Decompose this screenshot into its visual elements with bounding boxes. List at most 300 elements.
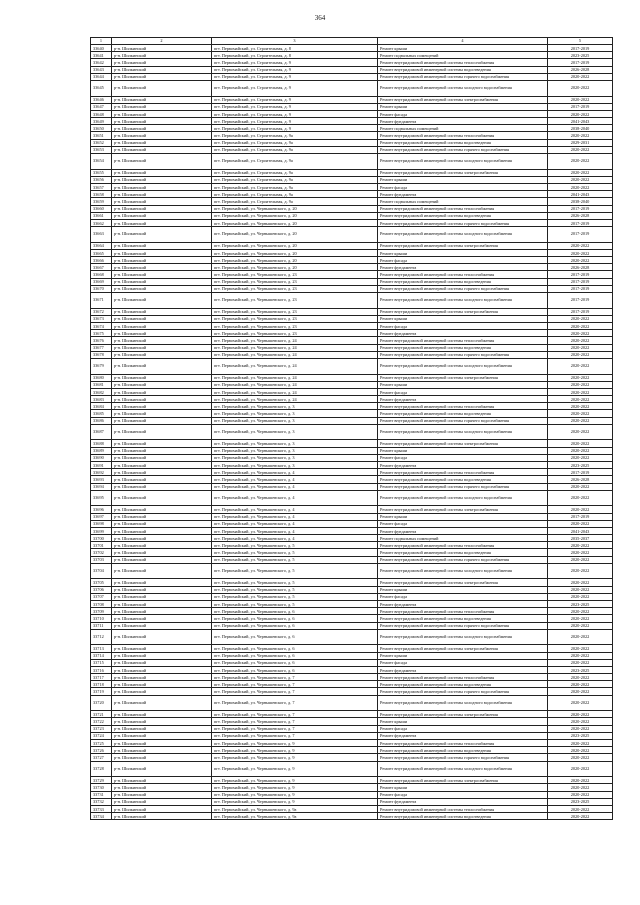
period-cell: 2020-2022 [548,257,613,264]
address-cell: пгт. Первомайский, ул. Чернышевского, д. 4 [212,520,378,527]
work-type-cell: Ремонт внутридомовой инженерной системы водоотведения [378,212,548,219]
row-id-cell: 33698 [91,520,112,527]
table-row [91,358,613,374]
table-row [91,257,613,264]
district-cell: р-н. Шилкинский [112,674,212,681]
district-cell: р-н. Шилкинский [112,424,212,440]
period-cell: 2020-2022 [548,169,613,176]
period-cell: 2023-2025 [548,732,613,739]
period-cell: 2020-2022 [548,586,613,593]
period-cell: 2023-2025 [548,601,613,608]
address-cell: пгт. Первомайский, ул. Чернышевского, д. 3 [212,462,378,469]
district-cell: р-н. Шилкинский [112,205,212,212]
work-type-cell: Ремонт фасада [378,593,548,600]
row-id-cell: 33650 [91,125,112,132]
address-cell: пгт. Первомайский, ул. Чернышевского, д. 9а [212,813,378,820]
row-id-cell: 33659 [91,198,112,205]
row-id-cell: 33724 [91,732,112,739]
address-cell: пгт. Первомайский, ул. Чернышевского, д. 9 [212,740,378,747]
table-row [91,374,613,381]
address-cell: пгт. Первомайский, ул. Чернышевского, д. 5 [212,586,378,593]
period-cell: 2020-2022 [548,396,613,403]
district-cell: р-н. Шилкинский [112,103,212,110]
row-id-cell: 33697 [91,513,112,520]
period-cell: 2020-2022 [548,813,613,820]
work-type-cell: Ремонт фундамента [378,601,548,608]
address-cell: пгт. Первомайский, ул. Строительная, д. 9а [212,139,378,146]
table-row [91,146,613,153]
row-id-cell: 33717 [91,674,112,681]
period-cell: 2020-2022 [548,615,613,622]
table-row [91,688,613,695]
work-type-cell: Ремонт фундамента [378,191,548,198]
address-cell: пгт. Первомайский, ул. Строительная, д. 9 [212,125,378,132]
table-row [91,66,613,73]
row-id-cell: 33706 [91,586,112,593]
district-cell: р-н. Шилкинский [112,388,212,395]
period-cell: 2020-2022 [548,490,613,506]
district-cell: р-н. Шилкинский [112,645,212,652]
work-type-cell: Ремонт подвальных помещений [378,52,548,59]
table-row [91,563,613,579]
work-type-cell: Ремонт фундамента [378,666,548,673]
work-type-cell: Ремонт внутридомовой инженерной системы водоотведения [378,549,548,556]
work-type-cell: Ремонт внутридомовой инженерной системы водоотведения [378,747,548,754]
district-cell: р-н. Шилкинский [112,358,212,374]
period-cell: 2017-2019 [548,513,613,520]
district-cell: р-н. Шилкинский [112,506,212,513]
work-type-cell: Ремонт внутридомовой инженерной системы горячего водоснабжения [378,219,548,226]
district-cell: р-н. Шилкинский [112,118,212,125]
work-type-cell: Ремонт крыши [378,45,548,52]
address-cell: пгт. Первомайский, ул. Чернышевского, д. 6 [212,645,378,652]
table-row [91,315,613,322]
address-cell: пгт. Первомайский, ул. Строительная, д. 9а [212,154,378,170]
district-cell: р-н. Шилкинский [112,110,212,117]
row-id-cell: 33686 [91,417,112,424]
address-cell: пгт. Первомайский, ул. Чернышевского, д. 9 [212,791,378,798]
district-cell: р-н. Шилкинский [112,666,212,673]
table-row [91,440,613,447]
address-cell: пгт. Первомайский, ул. Чернышевского, д. 5 [212,542,378,549]
address-cell: пгт. Первомайский, ул. Чернышевского, д. 24 [212,344,378,351]
table-row [91,593,613,600]
district-cell: р-н. Шилкинский [112,520,212,527]
work-type-cell: Ремонт фундамента [378,527,548,534]
period-cell: 2017-2019 [548,271,613,278]
address-cell: пгт. Первомайский, ул. Чернышевского, д. 4 [212,490,378,506]
address-cell: пгт. Первомайский, ул. Чернышевского, д. 23 [212,271,378,278]
address-cell: пгт. Первомайский, ул. Чернышевского, д. 24 [212,396,378,403]
work-type-cell: Ремонт внутридомовой инженерной системы горячего водоснабжения [378,483,548,490]
address-cell: пгт. Первомайский, ул. Строительная, д. 9а [212,146,378,153]
period-cell: 2017-2019 [548,469,613,476]
row-id-cell: 33708 [91,601,112,608]
work-type-cell: Ремонт крыши [378,176,548,183]
period-cell: 2020-2022 [548,176,613,183]
row-id-cell: 33648 [91,110,112,117]
row-id-cell: 33675 [91,330,112,337]
district-cell: р-н. Шилкинский [112,315,212,322]
table-row [91,264,613,271]
address-cell: пгт. Первомайский, ул. Чернышевского, д. 4 [212,527,378,534]
work-type-cell: Ремонт внутридомовой инженерной системы теплоснабжения [378,542,548,549]
address-cell: пгт. Первомайский, ул. Чернышевского, д. 7 [212,711,378,718]
district-cell: р-н. Шилкинский [112,725,212,732]
work-type-cell: Ремонт крыши [378,718,548,725]
work-type-cell: Ремонт фундамента [378,462,548,469]
row-id-cell: 33725 [91,740,112,747]
row-id-cell: 33711 [91,622,112,629]
district-cell: р-н. Шилкинский [112,440,212,447]
table-row [91,674,613,681]
table-row [91,483,613,490]
table-row [91,219,613,226]
address-cell: пгт. Первомайский, ул. Чернышевского, д. 7 [212,718,378,725]
work-type-cell: Ремонт внутридомовой инженерной системы электроснабжения [378,777,548,784]
work-type-cell: Ремонт внутридомовой инженерной системы электроснабжения [378,440,548,447]
work-type-cell: Ремонт крыши [378,381,548,388]
row-id-cell: 33645 [91,80,112,96]
work-type-cell: Ремонт внутридомовой инженерной системы теплоснабжения [378,469,548,476]
table-row [91,308,613,315]
table-row [91,629,613,645]
district-cell: р-н. Шилкинский [112,191,212,198]
period-cell: 2020-2022 [548,645,613,652]
row-id-cell: 33695 [91,490,112,506]
table-row [91,198,613,205]
district-cell: р-н. Шилкинский [112,80,212,96]
address-cell: пгт. Первомайский, ул. Чернышевского, д. 23 [212,285,378,292]
row-id-cell: 33732 [91,798,112,805]
row-id-cell: 33661 [91,212,112,219]
table-row [91,154,613,170]
period-cell: 2020-2022 [548,440,613,447]
row-id-cell: 33707 [91,593,112,600]
table-row [91,732,613,739]
address-cell: пгт. Первомайский, ул. Чернышевского, д. 6 [212,659,378,666]
district-cell: р-н. Шилкинский [112,45,212,52]
address-cell: пгт. Первомайский, ул. Чернышевского, д. 20 [212,205,378,212]
address-cell: пгт. Первомайский, ул. Чернышевского, д. 4 [212,483,378,490]
district-cell: р-н. Шилкинский [112,754,212,761]
district-cell: р-н. Шилкинский [112,308,212,315]
row-id-cell: 33652 [91,139,112,146]
row-id-cell: 33690 [91,454,112,461]
work-type-cell: Ремонт внутридомовой инженерной системы горячего водоснабжения [378,73,548,80]
work-type-cell: Ремонт фасада [378,791,548,798]
district-cell: р-н. Шилкинский [112,513,212,520]
table-row [91,784,613,791]
district-cell: р-н. Шилкинский [112,73,212,80]
period-cell: 2020-2022 [548,506,613,513]
work-type-cell: Ремонт внутридомовой инженерной системы холодного водоснабжения [378,424,548,440]
work-type-cell: Ремонт фасада [378,110,548,117]
table-row [91,351,613,358]
district-cell: р-н. Шилкинский [112,593,212,600]
period-cell: 2020-2022 [548,579,613,586]
work-type-cell: Ремонт внутридомовой инженерной системы электроснабжения [378,374,548,381]
address-cell: пгт. Первомайский, ул. Строительная, д. 9 [212,103,378,110]
address-cell: пгт. Первомайский, ул. Чернышевского, д. 24 [212,374,378,381]
work-type-cell: Ремонт внутридомовой инженерной системы теплоснабжения [378,740,548,747]
period-cell: 2020-2022 [548,740,613,747]
row-id-cell: 33649 [91,118,112,125]
table-row [91,388,613,395]
row-id-cell: 33642 [91,59,112,66]
district-cell: р-н. Шилкинский [112,271,212,278]
period-cell: 2020-2022 [548,777,613,784]
table-row [91,490,613,506]
table-row [91,777,613,784]
address-cell: пгт. Первомайский, ул. Чернышевского, д. 7 [212,725,378,732]
table-row [91,542,613,549]
period-cell: 2020-2022 [548,483,613,490]
district-cell: р-н. Шилкинский [112,66,212,73]
table-row [91,403,613,410]
row-id-cell: 33663 [91,227,112,243]
period-cell: 2026-2028 [548,66,613,73]
district-cell: р-н. Шилкинский [112,139,212,146]
work-type-cell: Ремонт фундамента [378,264,548,271]
address-cell: пгт. Первомайский, ул. Строительная, д. 9 [212,80,378,96]
address-cell: пгт. Первомайский, ул. Чернышевского, д. 20 [212,227,378,243]
district-cell: р-н. Шилкинский [112,257,212,264]
address-cell: пгт. Первомайский, ул. Чернышевского, д. 24 [212,358,378,374]
work-type-cell: Ремонт внутридомовой инженерной системы водоотведения [378,278,548,285]
address-cell: пгт. Первомайский, ул. Чернышевского, д. 23 [212,308,378,315]
address-cell: пгт. Первомайский, ул. Строительная, д. 9 [212,118,378,125]
address-cell: пгт. Первомайский, ул. Строительная, д. 9 [212,66,378,73]
address-cell: пгт. Первомайский, ул. Чернышевского, д. 6 [212,615,378,622]
table-row [91,73,613,80]
address-cell: пгт. Первомайский, ул. Чернышевского, д. 9 [212,747,378,754]
district-cell: р-н. Шилкинский [112,601,212,608]
district-cell: р-н. Шилкинский [112,659,212,666]
table-row [91,417,613,424]
work-type-cell: Ремонт внутридомовой инженерной системы теплоснабжения [378,271,548,278]
row-id-cell: 33682 [91,388,112,395]
column-header-3: 3 [212,38,378,45]
table-row [91,454,613,461]
work-type-cell: Ремонт фасада [378,388,548,395]
work-type-cell: Ремонт внутридомовой инженерной системы холодного водоснабжения [378,154,548,170]
address-cell: пгт. Первомайский, ул. Строительная, д. 9 [212,59,378,66]
period-cell: 2020-2022 [548,805,613,812]
address-cell: пгт. Первомайский, ул. Чернышевского, д. 9 [212,777,378,784]
work-type-cell: Ремонт внутридомовой инженерной системы теплоснабжения [378,805,548,812]
work-type-cell: Ремонт внутридомовой инженерной системы горячего водоснабжения [378,351,548,358]
table-row [91,462,613,469]
table-row [91,506,613,513]
address-cell: пгт. Первомайский, ул. Чернышевского, д. 3 [212,403,378,410]
table-row [91,535,613,542]
district-cell: р-н. Шилкинский [112,527,212,534]
district-cell: р-н. Шилкинский [112,219,212,226]
address-cell: пгт. Первомайский, ул. Чернышевского, д. 20 [212,212,378,219]
period-cell: 2026-2028 [548,476,613,483]
table-row [91,191,613,198]
address-cell: пгт. Первомайский, ул. Чернышевского, д. 4 [212,513,378,520]
table-row [91,791,613,798]
address-cell: пгт. Первомайский, ул. Чернышевского, д. 3 [212,410,378,417]
address-cell: пгт. Первомайский, ул. Чернышевского, д. 20 [212,249,378,256]
column-header-2: 2 [112,38,212,45]
period-cell: 2020-2022 [548,622,613,629]
address-cell: пгт. Первомайский, ул. Чернышевского, д. 4 [212,506,378,513]
work-type-cell: Ремонт внутридомовой инженерной системы холодного водоснабжения [378,293,548,309]
row-id-cell: 33720 [91,695,112,711]
table-row [91,242,613,249]
address-cell: пгт. Первомайский, ул. Чернышевского, д. 5 [212,549,378,556]
address-cell: пгт. Первомайский, ул. Чернышевского, д. 6 [212,666,378,673]
district-cell: р-н. Шилкинский [112,410,212,417]
work-type-cell: Ремонт внутридомовой инженерной системы горячего водоснабжения [378,754,548,761]
period-cell: 2020-2022 [548,351,613,358]
row-id-cell: 33679 [91,358,112,374]
row-id-cell: 33676 [91,337,112,344]
address-cell: пгт. Первомайский, ул. Строительная, д. 9а [212,169,378,176]
address-cell: пгт. Первомайский, ул. Чернышевского, д. 23 [212,315,378,322]
period-cell: 2023-2025 [548,52,613,59]
address-cell: пгт. Первомайский, ул. Строительная, д. 9а [212,191,378,198]
district-cell: р-н. Шилкинский [112,59,212,66]
address-cell: пгт. Первомайский, ул. Чернышевского, д. 9 [212,754,378,761]
address-cell: пгт. Первомайский, ул. Чернышевского, д. 7 [212,695,378,711]
period-cell: 2020-2022 [548,80,613,96]
table-row [91,59,613,66]
row-id-cell: 33710 [91,615,112,622]
period-cell: 2020-2022 [548,96,613,103]
table-row [91,344,613,351]
table-row [91,323,613,330]
table-row [91,579,613,586]
row-id-cell: 33651 [91,132,112,139]
work-type-cell: Ремонт внутридомовой инженерной системы горячего водоснабжения [378,417,548,424]
address-cell: пгт. Первомайский, ул. Строительная, д. 8 [212,45,378,52]
district-cell: р-н. Шилкинский [112,212,212,219]
table-row [91,410,613,417]
address-cell: пгт. Первомайский, ул. Чернышевского, д. 20 [212,219,378,226]
work-type-cell: Ремонт крыши [378,103,548,110]
address-cell: пгт. Первомайский, ул. Строительная, д. 8 [212,52,378,59]
district-cell: р-н. Шилкинский [112,718,212,725]
district-cell: р-н. Шилкинский [112,813,212,820]
period-cell: 2020-2022 [548,761,613,777]
period-cell: 2020-2022 [548,249,613,256]
row-id-cell: 33647 [91,103,112,110]
district-cell: р-н. Шилкинский [112,264,212,271]
row-id-cell: 33643 [91,66,112,73]
table-row [91,80,613,96]
district-cell: р-н. Шилкинский [112,96,212,103]
period-cell: 2020-2022 [548,132,613,139]
district-cell: р-н. Шилкинский [112,278,212,285]
table-row [91,176,613,183]
period-cell: 2038-2040 [548,125,613,132]
work-type-cell: Ремонт внутридомовой инженерной системы горячего водоснабжения [378,688,548,695]
table-row [91,645,613,652]
address-cell: пгт. Первомайский, ул. Чернышевского, д. 5 [212,556,378,563]
row-id-cell: 33666 [91,257,112,264]
work-type-cell: Ремонт внутридомовой инженерной системы электроснабжения [378,169,548,176]
row-id-cell: 33681 [91,381,112,388]
row-id-cell: 33677 [91,344,112,351]
work-type-cell: Ремонт внутридомовой инженерной системы холодного водоснабжения [378,80,548,96]
district-cell: р-н. Шилкинский [112,681,212,688]
work-type-cell: Ремонт фасада [378,257,548,264]
period-cell: 2020-2022 [548,381,613,388]
row-id-cell: 33673 [91,315,112,322]
row-id-cell: 33702 [91,549,112,556]
district-cell: р-н. Шилкинский [112,344,212,351]
work-type-cell: Ремонт подвальных помещений [378,198,548,205]
district-cell: р-н. Шилкинский [112,169,212,176]
district-cell: р-н. Шилкинский [112,579,212,586]
work-type-cell: Ремонт фасада [378,659,548,666]
period-cell: 2029-2031 [548,139,613,146]
period-cell: 2020-2022 [548,549,613,556]
work-type-cell: Ремонт внутридомовой инженерной системы холодного водоснабжения [378,695,548,711]
work-type-cell: Ремонт внутридомовой инженерной системы электроснабжения [378,711,548,718]
district-cell: р-н. Шилкинский [112,688,212,695]
row-id-cell: 33712 [91,629,112,645]
district-cell: р-н. Шилкинский [112,563,212,579]
period-cell: 2020-2022 [548,711,613,718]
row-id-cell: 33721 [91,711,112,718]
district-cell: р-н. Шилкинский [112,462,212,469]
address-cell: пгт. Первомайский, ул. Чернышевского, д. 5 [212,601,378,608]
address-cell: пгт. Первомайский, ул. Чернышевского, д. 6 [212,622,378,629]
work-type-cell: Ремонт фасада [378,520,548,527]
period-cell: 2038-2040 [548,198,613,205]
table-row [91,520,613,527]
table-row [91,725,613,732]
address-cell: пгт. Первомайский, ул. Чернышевского, д. 23 [212,323,378,330]
district-cell: р-н. Шилкинский [112,52,212,59]
period-cell: 2020-2022 [548,242,613,249]
row-id-cell: 33731 [91,791,112,798]
district-cell: р-н. Шилкинский [112,396,212,403]
row-id-cell: 33729 [91,777,112,784]
address-cell: пгт. Первомайский, ул. Чернышевского, д. 23 [212,330,378,337]
table-row [91,110,613,117]
table-row [91,761,613,777]
row-id-cell: 33716 [91,666,112,673]
address-cell: пгт. Первомайский, ул. Чернышевского, д. 5 [212,593,378,600]
table-row [91,249,613,256]
period-cell: 2020-2022 [548,674,613,681]
period-cell: 2020-2022 [548,681,613,688]
row-id-cell: 33700 [91,535,112,542]
work-type-cell: Ремонт фундамента [378,798,548,805]
row-id-cell: 33692 [91,469,112,476]
address-cell: пгт. Первомайский, ул. Чернышевского, д. 7 [212,681,378,688]
district-cell: р-н. Шилкинский [112,146,212,153]
district-cell: р-н. Шилкинский [112,184,212,191]
period-cell: 2020-2022 [548,154,613,170]
address-cell: пгт. Первомайский, ул. Чернышевского, д. 7 [212,732,378,739]
row-id-cell: 33683 [91,396,112,403]
address-cell: пгт. Первомайский, ул. Чернышевского, д. 24 [212,381,378,388]
table-row [91,52,613,59]
period-cell: 2020-2022 [548,146,613,153]
table-row [91,747,613,754]
address-cell: пгт. Первомайский, ул. Строительная, д. 9а [212,132,378,139]
district-cell: р-н. Шилкинский [112,535,212,542]
period-cell: 2020-2022 [548,542,613,549]
table-row [91,659,613,666]
